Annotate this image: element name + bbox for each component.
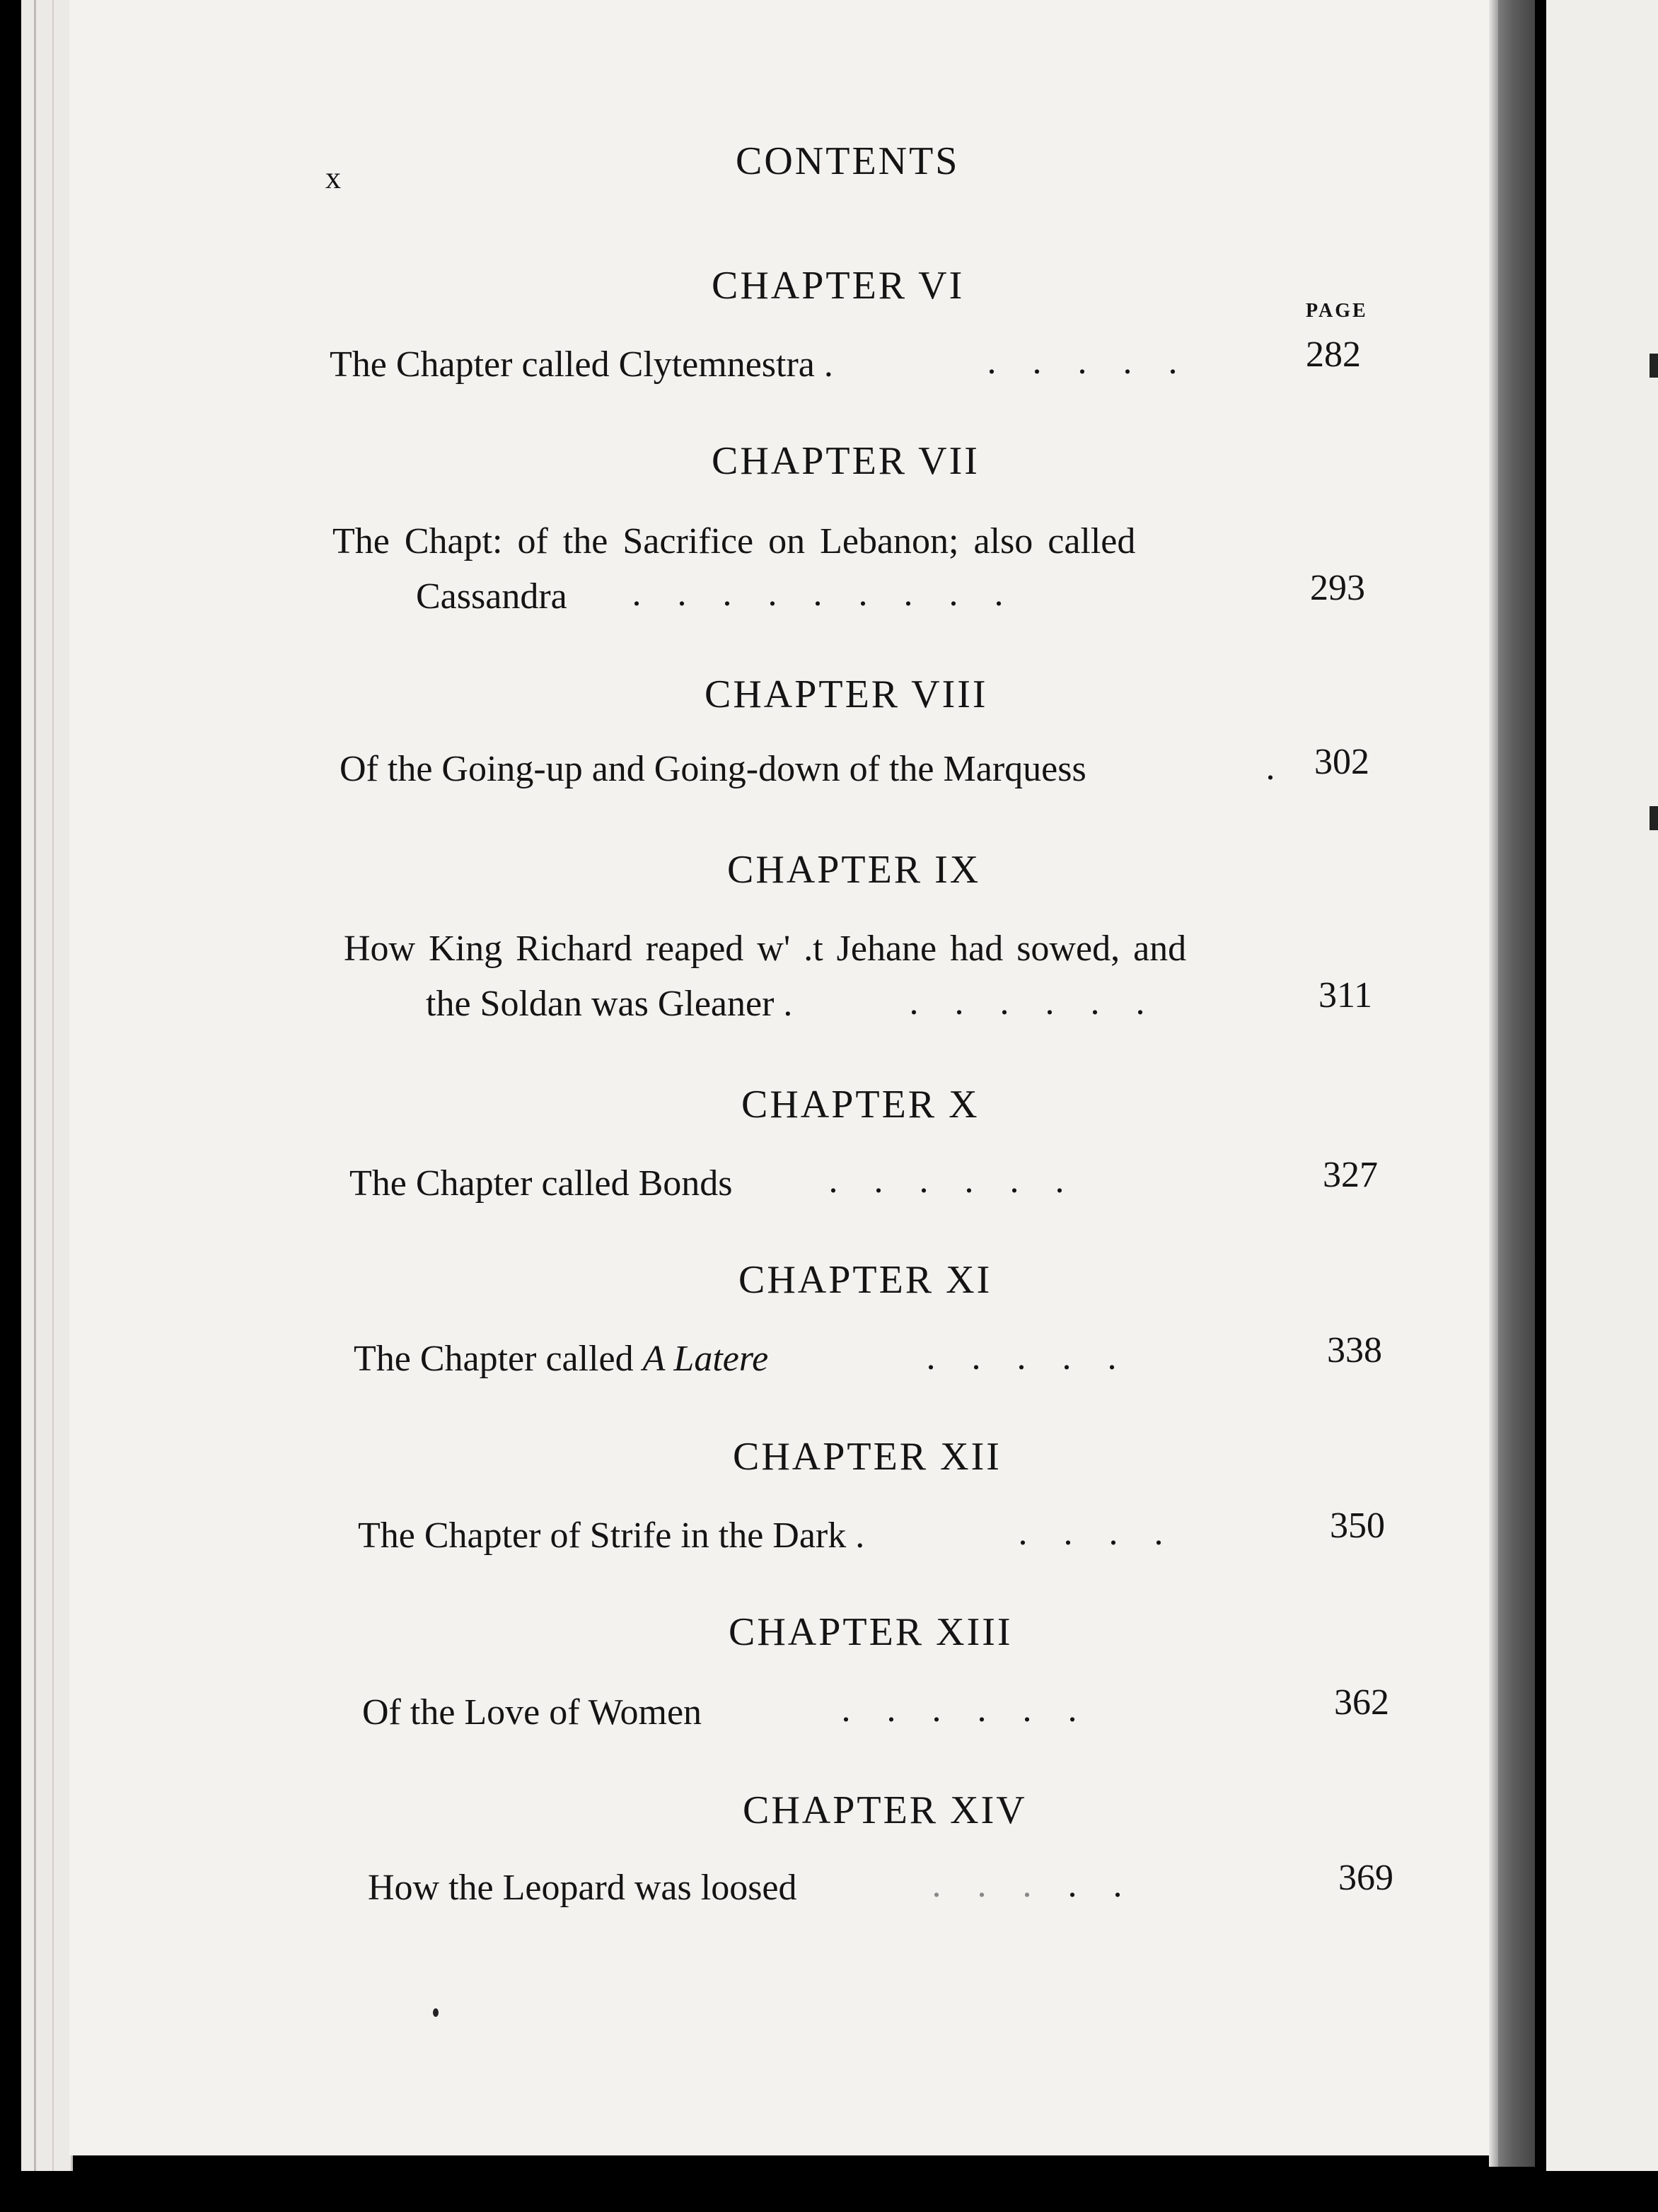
facing-page-mark (1650, 806, 1658, 830)
chapter-title: Of the Love of Women (362, 1692, 702, 1733)
page-number: 311 (1318, 975, 1373, 1015)
leader-dots: . . . . . . (841, 1689, 1077, 1730)
chapter-title-continued: the Soldan was Gleaner . (426, 984, 793, 1024)
leader-dots: . . . . . (987, 342, 1178, 382)
page-number: 369 (1338, 1858, 1393, 1898)
book-spine (1498, 0, 1535, 2167)
folio-number: x (325, 161, 342, 195)
chapter-title-text: The Chapter called (354, 1339, 634, 1379)
page-number: 350 (1330, 1506, 1385, 1546)
leader-dots: . . . . . . (828, 1160, 1065, 1201)
chapter-title: Of the Going-up and Going-down of the Marquess (340, 749, 1086, 789)
chapter-title: The Chapter called Clytemnestra . (330, 344, 833, 385)
ink-speck (433, 2008, 439, 2017)
chapter-heading: CHAPTER XI (738, 1258, 992, 1302)
spine-shadow (1489, 0, 1499, 2167)
facing-page-edge (1546, 0, 1658, 2171)
chapter-title: The Chapter of Strife in the Dark . (358, 1515, 865, 1556)
leader-dots: . . . . . . (909, 982, 1145, 1023)
page-number: 293 (1310, 568, 1365, 608)
page-number: 338 (1327, 1330, 1382, 1370)
page-number: 302 (1314, 742, 1369, 782)
leader-dots: . (1265, 747, 1275, 788)
chapter-heading: CHAPTER VI (712, 264, 965, 308)
running-head: CONTENTS (736, 139, 960, 183)
chapter-heading: CHAPTER XIV (743, 1788, 1027, 1832)
page-number: 282 (1306, 334, 1361, 375)
chapter-title: The Chapt: of the Sacrifice on Lebanon; also called (332, 521, 1136, 561)
chapter-heading: CHAPTER XIII (729, 1610, 1013, 1654)
page-number: 362 (1334, 1682, 1389, 1723)
facing-page-mark (1650, 354, 1658, 378)
leader-dots: . . . . . . . . . (632, 574, 1004, 614)
leader-dots: . . . . (1018, 1513, 1164, 1553)
chapter-heading: CHAPTER X (741, 1083, 980, 1127)
chapter-title: How the Leopard was loosed (368, 1868, 797, 1908)
page-edge-left (21, 0, 73, 2171)
chapter-title: The Chapter called Bonds (349, 1163, 733, 1204)
chapter-title-italic: A Latere (642, 1339, 769, 1379)
chapter-title-continued: Cassandra (416, 576, 567, 617)
leader-dots: . . . . . (926, 1337, 1117, 1378)
chapter-title (354, 1338, 768, 1380)
chapter-heading: CHAPTER XII (733, 1435, 1002, 1479)
chapter-heading: CHAPTER IX (727, 848, 981, 892)
chapter-heading: CHAPTER VII (712, 439, 980, 483)
page-column-label: PAGE (1306, 300, 1368, 322)
page-number: 327 (1323, 1155, 1378, 1195)
leader-dots: . . . . . (932, 1865, 1123, 1905)
chapter-title: How King Richard reaped w' .t Jehane had sowed, and (344, 929, 1187, 969)
chapter-heading: CHAPTER VIII (705, 673, 988, 716)
